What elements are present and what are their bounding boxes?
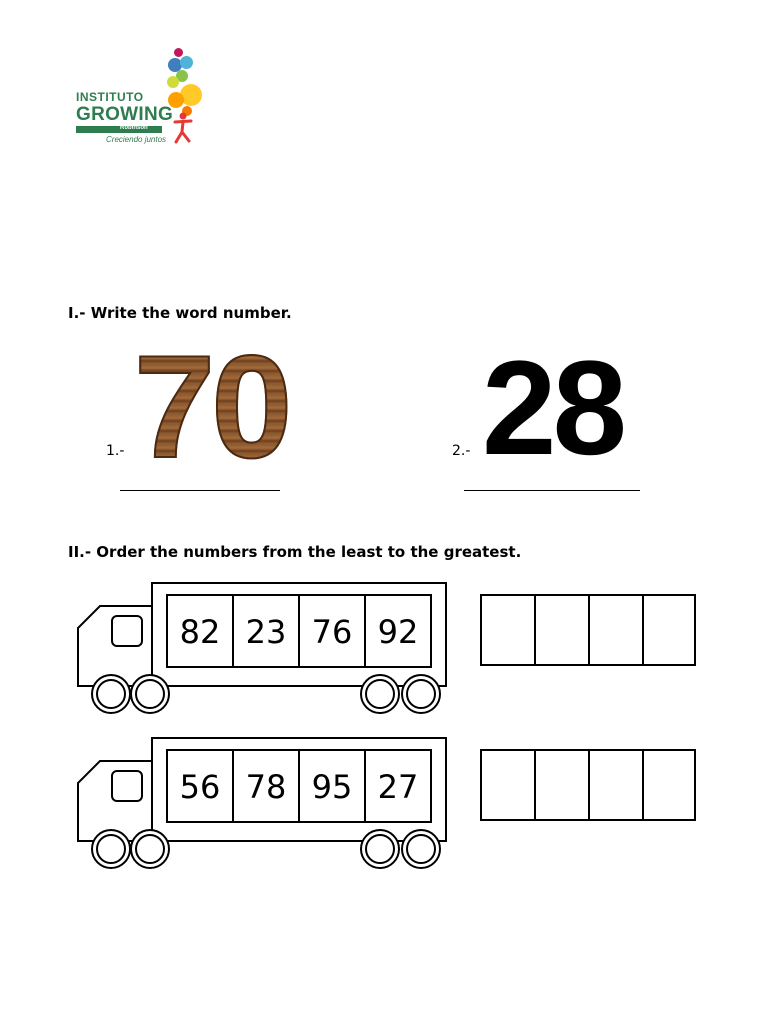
truck-1 (72, 578, 452, 720)
answer-cell[interactable] (534, 751, 536, 819)
truck-1-number: 76 (311, 613, 353, 651)
item-2-label: 2.- (452, 443, 471, 459)
logo-bubble-icon (180, 56, 193, 69)
truck-2-number: 27 (377, 768, 419, 806)
truck-1-number: 82 (179, 613, 221, 651)
logo-text-instituto: INSTITUTO (76, 90, 144, 104)
truck-2-window (112, 771, 142, 801)
logo-bubble-icon (174, 48, 183, 57)
item-2-number: 28 (482, 334, 624, 483)
truck-1-number: 92 (377, 613, 419, 651)
section-2-heading: II.- Order the numbers from the least to the greatest. (68, 543, 522, 561)
truck-2-number: 56 (179, 768, 221, 806)
answer-cell[interactable] (588, 751, 590, 819)
answer-cell[interactable] (642, 596, 644, 664)
logo-tagline: Creciendo juntos (106, 135, 167, 144)
answer-boxes-2 (480, 749, 696, 821)
logo-bubble-icon (167, 76, 179, 88)
truck-1-window (112, 616, 142, 646)
answer-cell[interactable] (642, 751, 644, 819)
school-logo (76, 46, 206, 146)
answer-cell[interactable] (588, 596, 590, 664)
logo-text-robinson: Robinson (120, 125, 148, 131)
logo-figure-icon (172, 112, 194, 144)
item-1-number: 70 (134, 325, 289, 488)
section-1-heading: I.- Write the word number. (68, 304, 292, 322)
truck-2-number: 78 (245, 768, 287, 806)
item-1-answer-line[interactable] (120, 490, 280, 491)
truck-1-number: 23 (245, 613, 287, 651)
logo-bar (76, 126, 162, 133)
answer-boxes-1 (480, 594, 696, 666)
logo-text-growing: GROWING (76, 104, 174, 125)
item-1-label: 1.- (106, 443, 125, 459)
item-2-answer-line[interactable] (464, 490, 640, 491)
truck-2-number: 95 (311, 768, 353, 806)
answer-cell[interactable] (534, 596, 536, 664)
truck-2 (72, 733, 452, 875)
